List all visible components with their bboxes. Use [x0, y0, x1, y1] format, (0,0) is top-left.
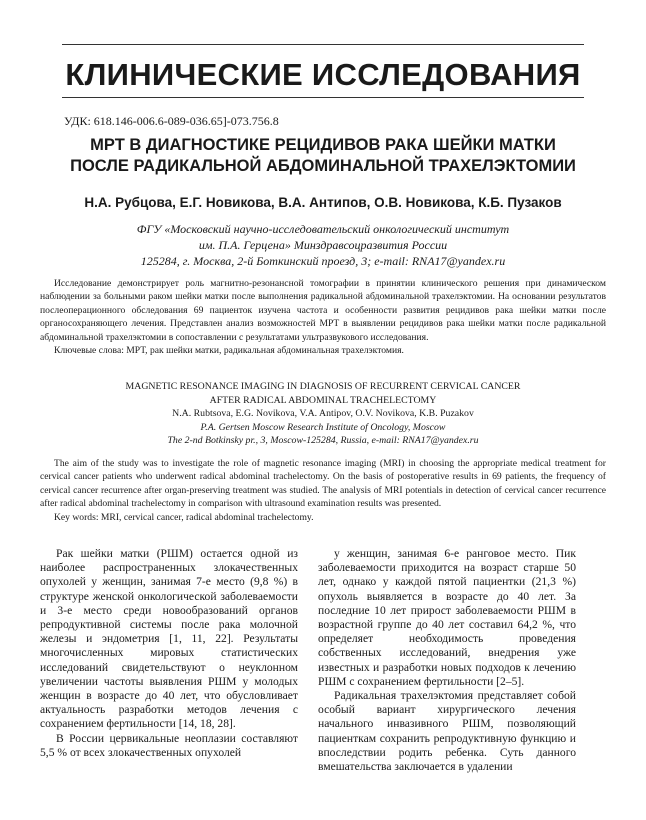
- affiliation: [20, 221, 626, 269]
- body-column-right: [318, 547, 576, 774]
- body-column-left: [40, 547, 298, 760]
- body-paragraph: Радикальная трахелэктомия представляет собой особый вариант хирургического лечения начального инвазивного РШМ, позволяющий пациенткам сохранить репродуктивную функцию и впоследствии родить ребенка. Суть данного вмешательства заключается в удалении: [318, 689, 576, 774]
- abstract-en-text: The aim of the study was to investigate the role of magnetic resonance imaging (MRI) in choosing the appropriate medical treatment for cervical cancer patients who underwent radical abdominal trachelectomy. On the basis of postoperative results in 69 patients, the frequency of cervical cancer recurrence after organ-preserving treatment was studied. The analysis of MRI potentials in detection of cervical cancer recurrence after radical abdominal trachelectomy in comparison with ultrasound examination results was presented.: [40, 458, 606, 510]
- english-header: [20, 380, 626, 448]
- keywords-en: Key words: MRI, cervical cancer, radical abdominal trachelectomy.: [54, 511, 314, 523]
- article-title: [20, 135, 626, 177]
- abstract-ru-text: Исследование демонстрирует роль магнитно-резонансной томографии в принятии клинического решения при динамическом наблюдении за больными раком шейки матки после выполнения радикальной абдоминальной трахелэктомии. На основании результатов послеоперационного обследования 69 пациенток изучена частота и особенности развития рецидивов рака шейки матки после органосохраняющего лечения. Представлен анализ возможностей МРТ в выявлении рецидивов рака шейки матки после радикальной абдоминальной трахелэктомии в сопоставлении с результатами ультразвукового исследования.: [40, 278, 606, 343]
- affiliation-line-3: 125284, г. Москва, 2-й Боткинский проезд, 3; e-mail: RNA17@yandex.ru: [140, 254, 506, 268]
- english-affiliation-line-2: The 2-nd Botkinsky pr., 3, Moscow-125284, Russia, e-mail: RNA17@yandex.ru: [167, 435, 479, 446]
- header-rule-bottom: [62, 97, 584, 98]
- affiliation-line-1: ФГУ «Московский научно-исследовательский онкологический институт: [136, 222, 510, 236]
- affiliation-line-2: им. П.А. Герцена» Минздравсоцразвития России: [198, 238, 448, 252]
- keywords-ru: Ключевые слова: МРТ, рак шейки матки, радикальная абдоминальная трахелэктомия.: [54, 345, 404, 357]
- article-title-line-2: ПОСЛЕ РАДИКАЛЬНОЙ АБДОМИНАЛЬНОЙ ТРАХЕЛЭКТОМИИ: [70, 157, 576, 175]
- body-paragraph: В России цервикальные неоплазии составляют 5,5 % от всех злокачественных опухолей: [40, 731, 298, 759]
- body-paragraph: Рак шейки матки (РШМ) остается одной из наиболее распространенных злокачественных опухолей у женщин, занимая 7-е место (9,8 %) в структуре женской онкологической заболеваемости и 3-е место среди новообразований органов репродуктивной системы после рака молочной железы и эндометрия [1, 11, 22]. Результаты многочисленных мировых статистических исследований свидетельствуют о неуклонном увеличении частоты выявления РШМ у молодых женщин в возрасте до 40 лет, что обусловливает актуальность разработки методов лечения с сохранением фертильности [14, 18, 28].: [40, 547, 298, 731]
- english-title-line-2: AFTER RADICAL ABDOMINAL TRACHELECTOMY: [209, 394, 437, 406]
- abstract-ru: [40, 277, 606, 357]
- english-authors: N.A. Rubtsova, E.G. Novikova, V.A. Antipov, O.V. Novikova, K.B. Puzakov: [172, 408, 474, 419]
- abstract-en: [40, 457, 606, 524]
- english-affiliation-line-1: P.A. Gertsen Moscow Research Institute of Oncology, Moscow: [200, 421, 446, 433]
- section-title: КЛИНИЧЕСКИЕ ИССЛЕДОВАНИЯ: [65, 57, 581, 92]
- udk-code: УДК: 618.146-006.6-089-036.65]-073.756.8: [64, 114, 279, 128]
- body-paragraph: у женщин, занимая 6-е ранговое место. Пик заболеваемости приходится на возраст старше 50 лет, однако у каждой пятой пациентки (21,3 %) опухоль выявляется в возрасте до 40 лет. За последние 10 лет прирост заболеваемости РШМ в возрастной группе до 40 лет составил 64,2 %, что определяет необходимость проведения собственных исследований, внедрения уже известных и разработки новых подходов к лечению РШМ с сохранением фертильности [2–5].: [318, 547, 576, 688]
- article-title-line-1: МРТ В ДИАГНОСТИКЕ РЕЦИДИВОВ РАКА ШЕЙКИ МАТКИ: [90, 136, 556, 154]
- authors: Н.А. Рубцова, Е.Г. Новикова, В.А. Антипов, О.В. Новикова, К.Б. Пузаков: [84, 195, 562, 210]
- header-rule-top: [62, 44, 584, 45]
- english-title-line-1: MAGNETIC RESONANCE IMAGING IN DIAGNOSIS OF RECURRENT CERVICAL CANCER: [125, 381, 521, 392]
